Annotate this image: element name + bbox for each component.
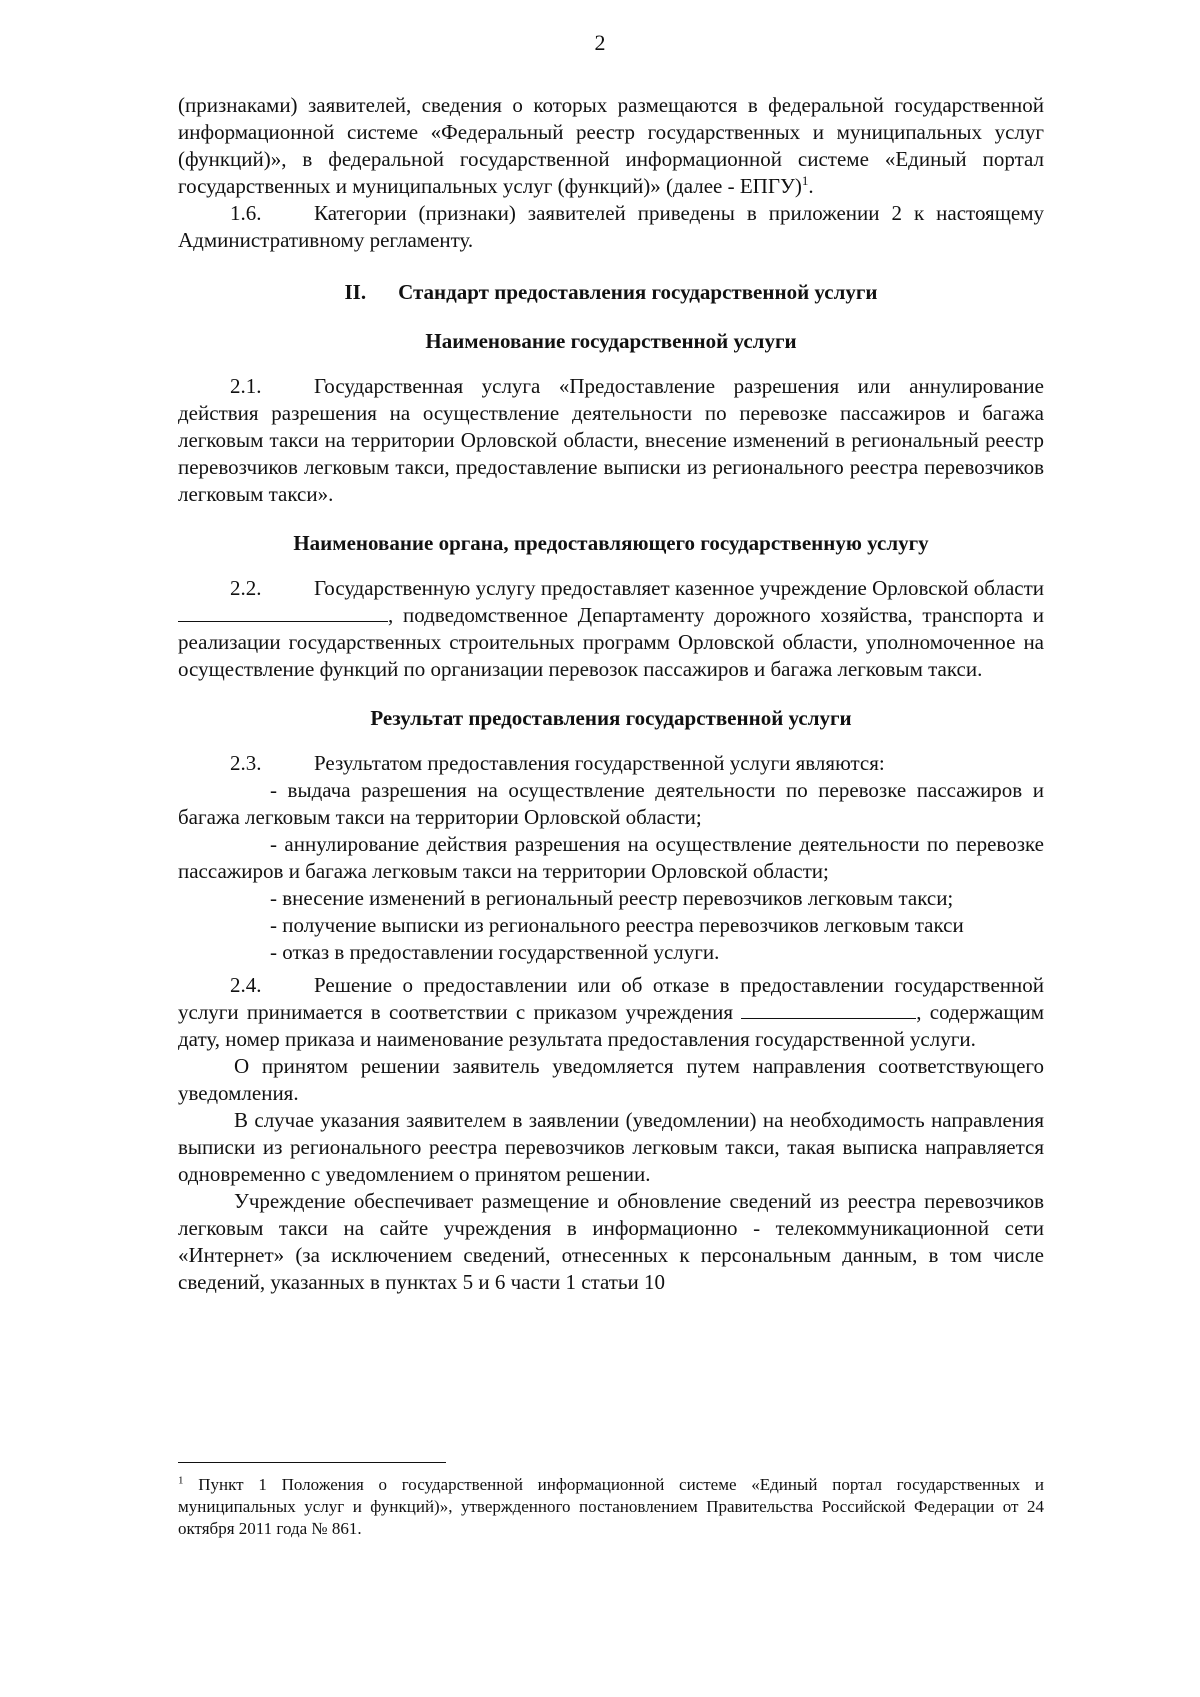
subheading-result: Результат предоставления государственной услуги xyxy=(370,706,852,730)
list-item: - получение выписки из регионального реестра перевозчиков легковым такси xyxy=(270,913,964,937)
blank-field-order xyxy=(741,1000,916,1019)
paragraph-number: 2.1. xyxy=(230,374,262,398)
paragraph-2-1 xyxy=(178,373,1044,508)
paragraph-text-before: Решение о предоставлении или об отказе в предоставлении государственной услуги принимается в соответствии с приказом учреждения xyxy=(178,973,1044,1024)
paragraph-number: 2.3. xyxy=(230,751,262,775)
document-body xyxy=(178,92,1044,1296)
paragraph-2-4 xyxy=(178,972,1044,1053)
subheading-organ-name: Наименование органа, предоставляющего государственную услугу xyxy=(293,531,929,555)
subheading-service-name: Наименование государственной услуги xyxy=(425,329,797,353)
paragraph-text: Категории (признаки) заявителей приведены в приложении 2 к настоящему Административному регламенту. xyxy=(178,201,1044,252)
footnote xyxy=(178,1474,1044,1540)
section-number: II. xyxy=(344,280,367,304)
footnote-reference[interactable]: 1 xyxy=(801,173,809,188)
list-item: - аннулирование действия разрешения на осуществление деятельности по перевозке пассажиров и багажа легковым такси на территории Орловской области; xyxy=(178,832,1044,883)
paragraph-notification: О принятом решении заявитель уведомляется путем направления соответствующего уведомления. xyxy=(178,1054,1044,1105)
intro-text: (признаками) заявителей, сведения о которых размещаются в федеральной государственной информационной системе «Федеральный реестр государственных и муниципальных услуг (функций)», в федеральной государственной информационной системе «Единый портал государственных и муниципальных услуг (функций)» (далее - ЕПГУ) xyxy=(178,93,1044,198)
footnote-divider xyxy=(178,1462,446,1463)
footnote-text: Пункт 1 Положения о государственной информационной системе «Единый портал государственных и муниципальных услуг и функций)», утвержденного постановлением Правительства Российской Федерации от 24 октября 2011 года № 861. xyxy=(178,1475,1044,1538)
paragraph-extract: В случае указания заявителем в заявлении (уведомлении) на необходимость направления выписки из регионального реестра перевозчиков легковым такси, такая выписка направляется одновременно с уведомлением о принятом решении. xyxy=(178,1108,1044,1186)
list-item: - внесение изменений в региональный реестр перевозчиков легковым такси; xyxy=(270,886,954,910)
list-item: - отказ в предоставлении государственной услуги. xyxy=(270,940,720,964)
paragraph-text-after: , подведомственное Департаменту дорожного хозяйства, транспорта и реализации государственных строительных программ Орловской области, уполномоченное на осуществление функций по организации перевозок пассажиров и багажа легковым такси. xyxy=(178,603,1044,681)
list-item: - выдача разрешения на осуществление деятельности по перевозке пассажиров и багажа легковым такси на территории Орловской области; xyxy=(178,778,1044,829)
paragraph-number: 1.6. xyxy=(230,201,262,225)
footnote-mark: 1 xyxy=(178,1474,184,1487)
paragraph-text: Результатом предоставления государственной услуги являются: xyxy=(314,751,885,775)
paragraph-1-6 xyxy=(178,200,1044,254)
intro-end: . xyxy=(808,174,814,198)
paragraph-text-before: Государственную услугу предоставляет казенное учреждение Орловской области xyxy=(314,576,1044,600)
paragraph-publication: Учреждение обеспечивает размещение и обновление сведений из реестра перевозчиков легковым такси на сайте учреждения в информационно - телекоммуникационной сети «Интернет» (за исключением сведений, отнесенных к персональным данным, в том числе сведений, указанных в пунктах 5 и 6 части 1 статьи 10 xyxy=(178,1189,1044,1294)
section-heading xyxy=(178,279,1044,306)
paragraph-number: 2.4. xyxy=(230,973,262,997)
page-number: 2 xyxy=(594,30,606,55)
section-title: Стандарт предоставления государственной услуги xyxy=(398,280,878,304)
paragraph-2-3 xyxy=(178,750,1044,777)
intro-paragraph xyxy=(178,92,1044,200)
paragraph-2-2 xyxy=(178,575,1044,683)
blank-field-institution-name xyxy=(178,603,388,622)
paragraph-text-after: , содержащим дату, номер приказа и наименование результата предоставления государственной услуги. xyxy=(178,1000,1045,1051)
paragraph-number: 2.2. xyxy=(230,576,262,600)
paragraph-text: Государственная услуга «Предоставление разрешения или аннулирование действия разрешения на осуществление деятельности по перевозке пассажиров и багажа легковым такси на территории Орловской области, внесение изменений в региональный реестр перевозчиков легковым такси, предоставление выписки из регионального реестра перевозчиков легковым такси». xyxy=(178,374,1044,506)
